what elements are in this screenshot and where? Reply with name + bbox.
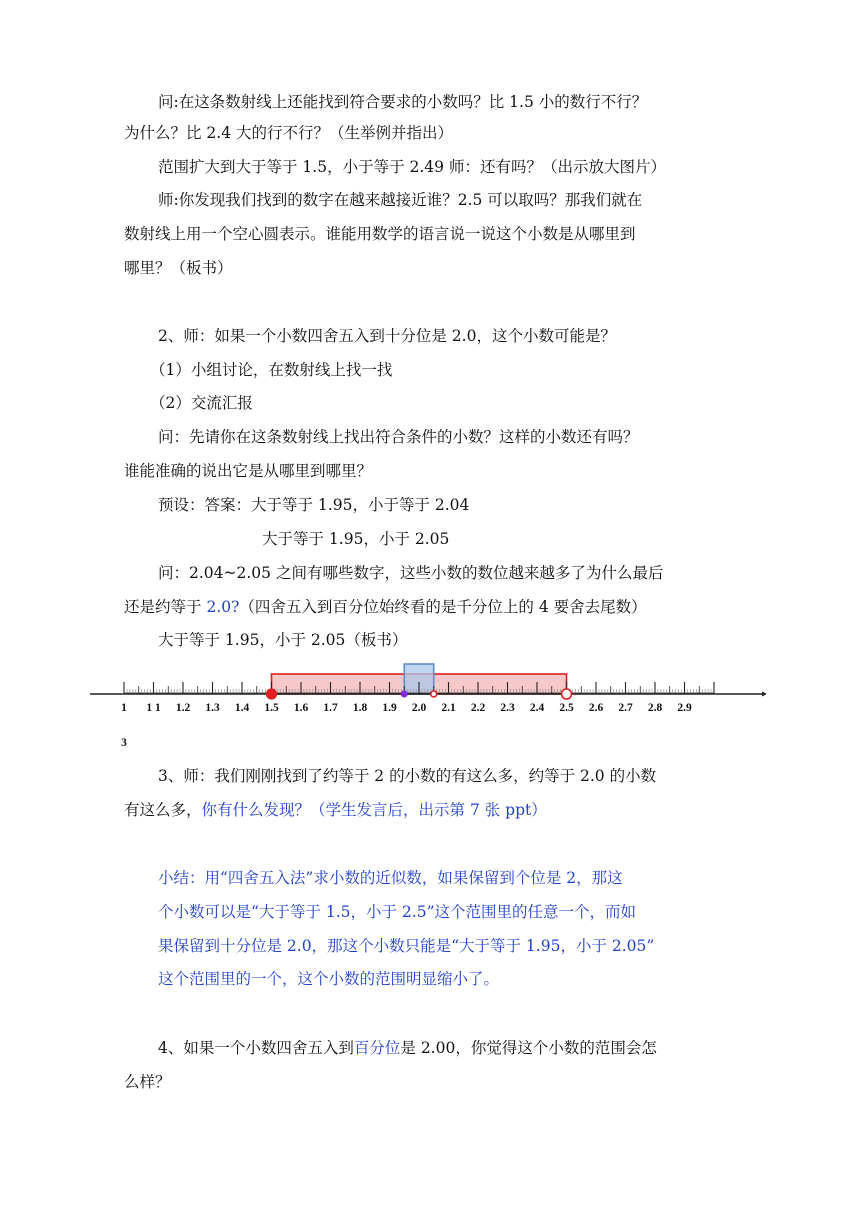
- range-start-closed-2: [401, 691, 407, 697]
- question-4-line-2: 么样？: [124, 1073, 171, 1091]
- question-4-line-1: [158, 1038, 657, 1058]
- tick-label: 2.0: [411, 702, 427, 714]
- para-2: 范围扩大到大于等于 1.5，小于等于 2.49 师：还有吗？（出示放大图片）: [158, 158, 666, 176]
- tick-label: 2.4: [529, 702, 545, 714]
- question-2: 2、师：如果一个小数四舍五入到十分位是 2.0，这个小数可能是？: [158, 327, 616, 345]
- question-2-ask-line-2: 谁能准确的说出它是从哪里到哪里？: [124, 462, 373, 480]
- summary-line-1: 小结：用“四舍五入法”求小数的近似数，如果保留到个位是 2，那这: [158, 869, 623, 887]
- tick-label: 1.2: [175, 702, 191, 714]
- tick-label: 1.5: [264, 702, 279, 714]
- tick-label: 2.6: [588, 702, 604, 714]
- summary-line-2: 个小数可以是“大于等于 1.5，小于 2.5”这个范围里的任意一个，而如: [158, 903, 637, 921]
- tick-label: 1.4: [234, 702, 250, 714]
- tick-label: 1: [121, 702, 127, 714]
- range-end-open-2: [431, 691, 437, 697]
- range-end-open-1: [562, 689, 572, 699]
- preset-answer-1: 预设：答案：大于等于 1.95，小于等于 2.04: [158, 496, 470, 514]
- tick-label: 2.5: [559, 702, 574, 714]
- summary-line-3: 果保留到十分位是 2.0，那这个小数只能是“大于等于 1.95，小于 2.05”: [158, 937, 655, 955]
- tick-label: 2.7: [618, 702, 633, 714]
- board-note: 大于等于 1.95，小于 2.05（板书）: [158, 631, 408, 649]
- para-3-line-1: 师:你发现我们找到的数字在越来越接近谁？2.5 可以取吗？那我们就在: [158, 191, 643, 209]
- question-2-step-1: （1）小组讨论，在数射线上找一找: [150, 361, 393, 379]
- question-3-line-1: 3、师：我们刚刚找到了约等于 2 的小数的有这么多，约等于 2.0 的小数: [158, 767, 657, 785]
- why-highlight: 2.0?: [206, 598, 240, 616]
- para-3-line-3: 哪里？（板书）: [124, 259, 233, 277]
- number-line-figure: [86, 660, 766, 750]
- question-3-line-2: [124, 800, 547, 820]
- q4-prefix: 4、如果一个小数四舍五入到: [158, 1039, 354, 1057]
- para-3-line-2: 数射线上用一个空心圆表示。谁能用数学的语言说一说这个小数是从哪里到: [124, 225, 636, 243]
- preset-answer-2: 大于等于 1.95，小于 2.05: [262, 530, 450, 548]
- q4-suffix: 是 2.00，你觉得这个小数的范围会怎: [400, 1039, 657, 1057]
- q4-highlight: 百分位: [353, 1039, 401, 1057]
- tick-label: 1 1: [146, 702, 161, 714]
- question-2-step-2: （2）交流汇报: [150, 394, 253, 412]
- why-prefix: 还是约等于: [124, 598, 207, 616]
- tick-label: 2.3: [500, 702, 515, 714]
- tick-label: 2.8: [647, 702, 663, 714]
- tick-label: 1.3: [205, 702, 220, 714]
- question-2-ask-line-1: 问：先请你在这条数射线上找出符合条件的小数？这样的小数还有吗？: [158, 428, 639, 446]
- why-suffix: （四舍五入到百分位始终看的是千分位上的 4 要舍去尾数）: [239, 598, 647, 616]
- tick-label: 1.8: [352, 702, 368, 714]
- question-2-why-line-2: [124, 597, 647, 617]
- tick-label-wrapped: 3: [121, 737, 127, 749]
- para-1-line-1: 问:在这条数射线上还能找到符合要求的小数吗？比 1.5 小的数行不行？: [158, 93, 648, 111]
- summary-line-4: 这个范围里的一个，这个小数的范围明显缩小了。: [158, 970, 500, 988]
- tick-label: 1.9: [382, 702, 397, 714]
- q3-prefix: 有这么多，: [124, 801, 202, 819]
- question-2-why-line-1: 问：2.04~2.05 之间有哪些数字，这些小数的数位越来越多了为什么最后: [158, 564, 664, 582]
- tick-label: 2.9: [677, 702, 692, 714]
- tick-label: 2.2: [470, 702, 486, 714]
- para-1-line-2: 为什么？比 2.4 大的行不行？（生举例并指出）: [124, 124, 454, 142]
- axis-arrow: [762, 692, 766, 697]
- range-start-closed-1: [267, 689, 277, 699]
- tick-label: 1.6: [293, 702, 309, 714]
- tick-label: 1.7: [323, 702, 338, 714]
- tick-label: 2.1: [441, 702, 456, 714]
- q3-highlight: 你有什么发现？（学生发言后，出示第 7 张 ppt）: [201, 801, 547, 819]
